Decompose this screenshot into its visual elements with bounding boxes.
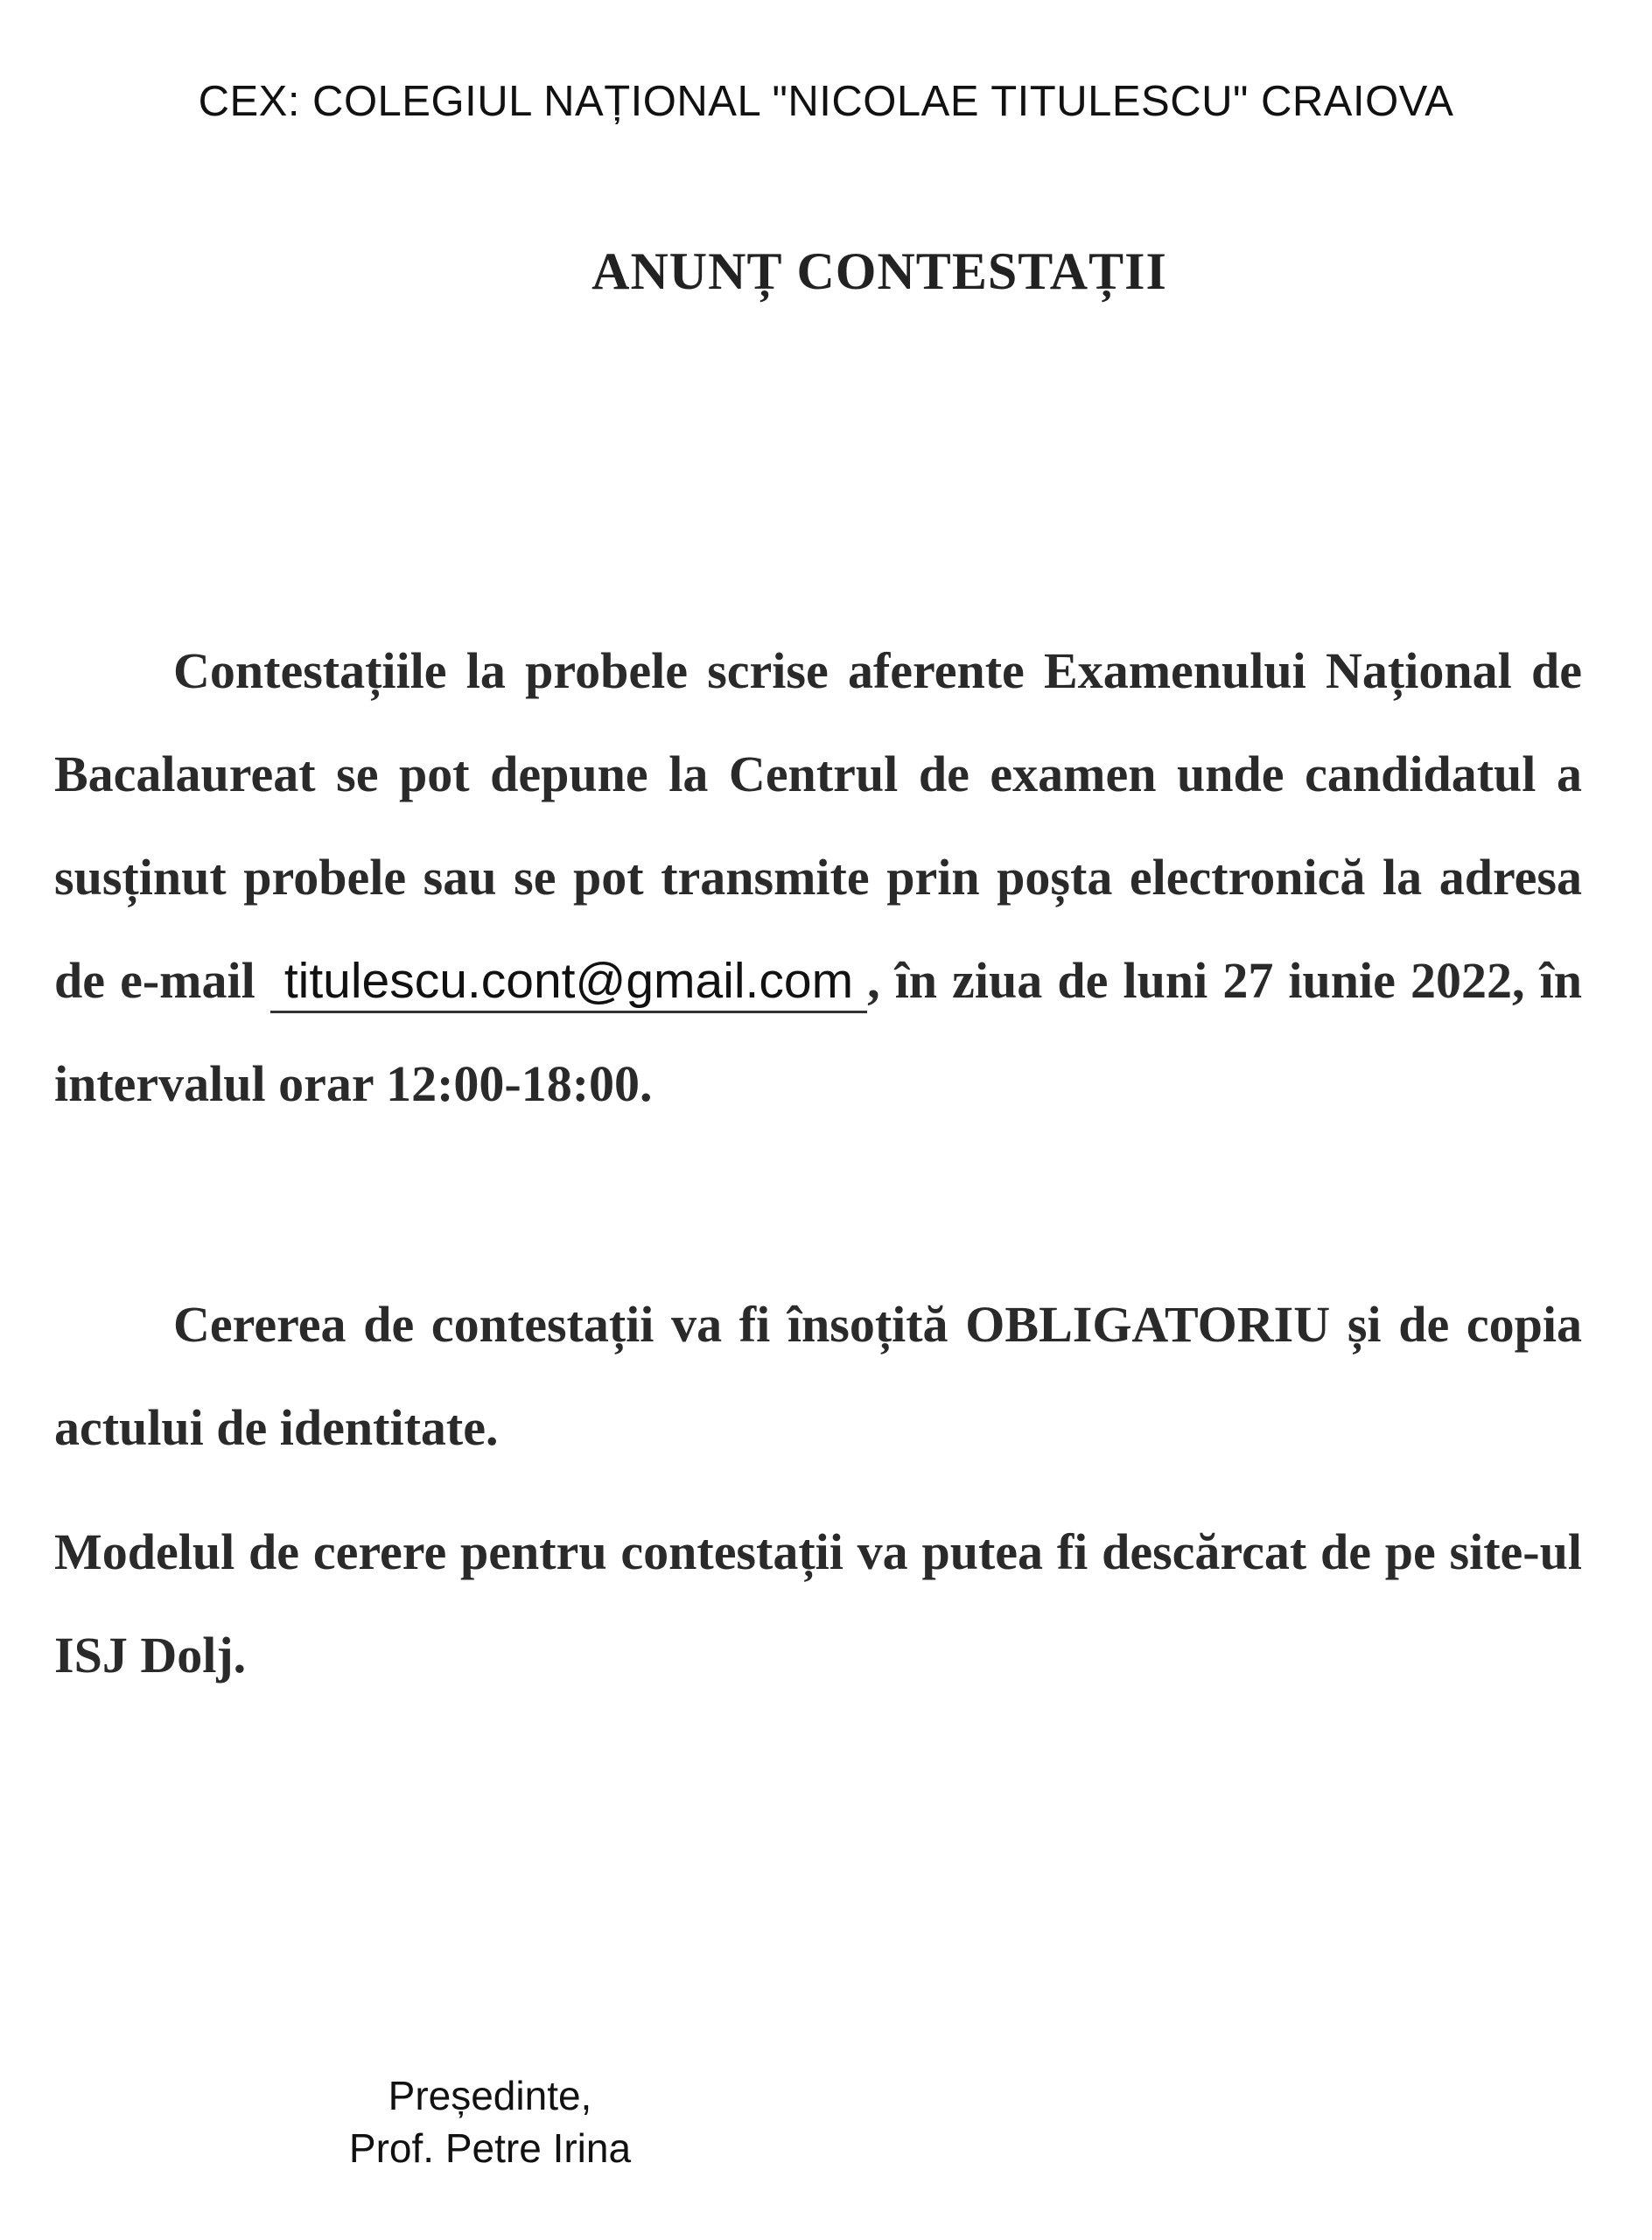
signature-role: Președinte, [388,2073,592,2118]
exam-center-header: CEX: COLEGIUL NAȚIONAL "NICOLAE TITULESCU" CRAIOVA [198,78,1454,125]
requirement-emphasis: OBLIGATORIU [965,1296,1331,1353]
paragraph-form-download: Modelul de cerere pentru contestații va putea fi descărcat de pe site-ul ISJ Dolj. [54,1523,1582,1684]
submission-date-text: , în ziua de luni 27 iunie 2022, în intervalul orar 12:00-18:00. [54,952,1582,1112]
signature-block [298,2069,682,2174]
submission-text: Contestațiile la probele scrise aferente Examenului Național de Bacalaureat se pot depune la Centrul de examen unde candidatul a susținut probele sau se pot transmite prin poșta electronică la adresa de e-mail [54,642,1582,1009]
document-title: ANUNȚ CONTESTAȚII [592,242,1167,300]
requirement-text: Cererea de contestații va fi însoțită [173,1296,948,1353]
paragraph-submission-info [54,620,1582,1136]
signature-name: Prof. Petre Irina [348,2125,632,2171]
paragraph-requirement [54,1273,1582,1480]
contact-email-link[interactable]: titulescu.cont@gmail.com [270,954,867,1013]
requirement-text-end: și de copia actului de identitate. [54,1296,1583,1456]
